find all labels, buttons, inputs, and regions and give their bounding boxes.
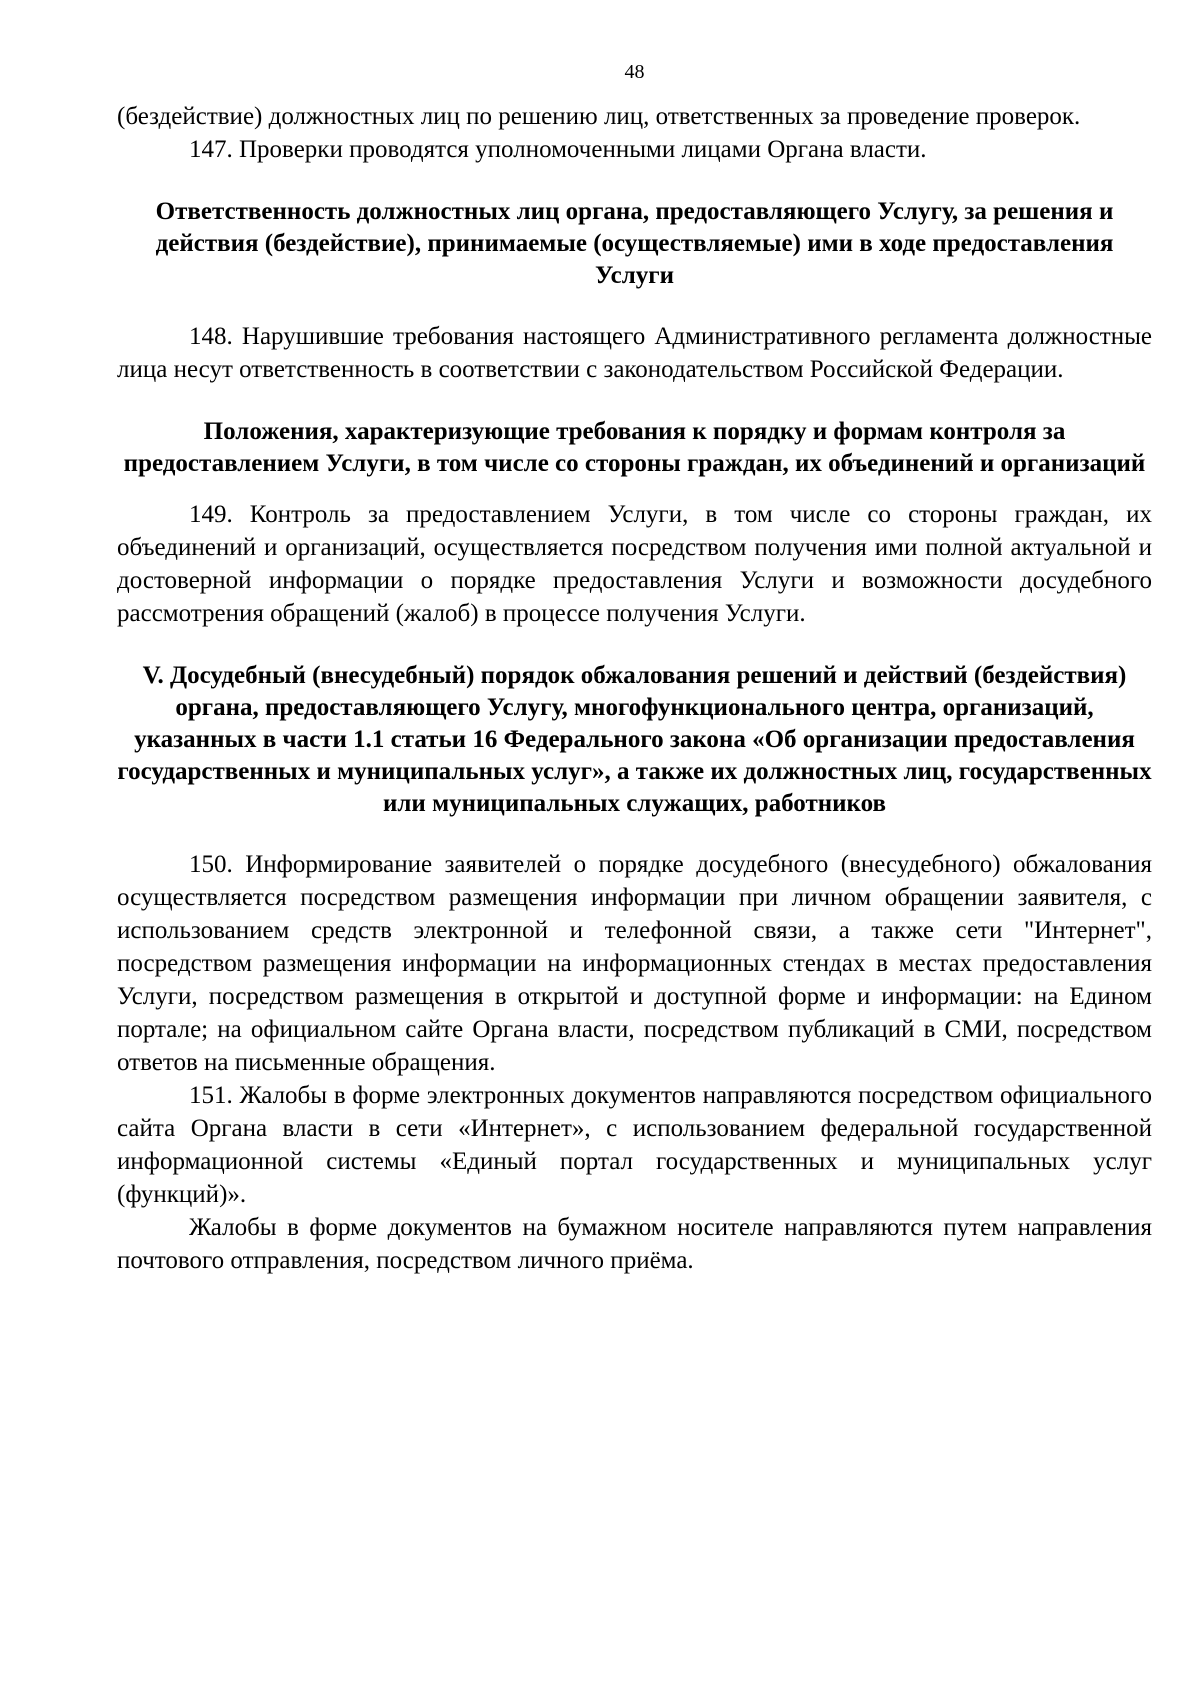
document-page bbox=[117, 60, 1152, 1277]
paragraph-150: 150. Информирование заявителей о порядке досудебного (внесудебного) обжалования осуществляется посредством размещения информации при личном обращении заявителя, с использованием средств электронной и телефонной связи, а также сети "Интернет", посредством размещения информации на информационных стендах в местах предоставления Услуги, посредством размещения в открытой и доступной форме и информации: на Едином портале; на официальном сайте Органа власти, посредством публикаций в СМИ, посредством ответов на письменные обращения. bbox=[117, 851, 1152, 1076]
paragraph-151: 151. Жалобы в форме электронных документов направляются посредством официального сайта Органа власти в сети «Интернет», с использованием федеральной государственной информационной системы «Единый портал государственных и муниципальных услуг (функций)». bbox=[117, 1082, 1152, 1208]
paragraph-148: 148. Нарушившие требования настоящего Административного регламента должностные лица несут ответственность в соответствии с законодательством Российской Федерации. bbox=[117, 323, 1152, 383]
section-heading-responsibility: Ответственность должностных лиц органа, предоставляющего Услугу, за решения и действия (бездействие), принимаемые (осуществляемые) ими в ходе предоставления Услуги bbox=[155, 198, 1114, 289]
paragraph-147: 147. Проверки проводятся уполномоченными лицами Органа власти. bbox=[189, 136, 927, 163]
paragraph-151-paper: Жалобы в форме документов на бумажном носителе направляются путем направления почтового отправления, посредством личного приёма. bbox=[117, 1214, 1152, 1274]
page-number: 48 bbox=[624, 61, 645, 83]
section-heading-v-pretrial-appeal: V. Досудебный (внесудебный) порядок обжалования решений и действий (бездействия) органа, предоставляющего Услугу, многофункционального центра, организаций, указанных в части 1.1 статьи 16 Федерального закона «Об организации предоставления государственных и муниципальных услуг», а также их должностных лиц, государственных или муниципальных служащих, работников bbox=[117, 662, 1152, 817]
paragraph-149: 149. Контроль за предоставлением Услуги, в том числе со стороны граждан, их объединений и организаций, осуществляется посредством получения ими полной актуальной и достоверной информации о порядке предоставления Услуги и возможности досудебного рассмотрения обращений (жалоб) в процессе получения Услуги. bbox=[117, 501, 1152, 627]
section-heading-control-requirements: Положения, характеризующие требования к порядку и формам контроля за предоставлением Услуги, в том числе со стороны граждан, их объединений и организаций bbox=[123, 418, 1146, 477]
paragraph-continuation: (бездействие) должностных лиц по решению лиц, ответственных за проведение проверок. bbox=[117, 103, 1081, 130]
